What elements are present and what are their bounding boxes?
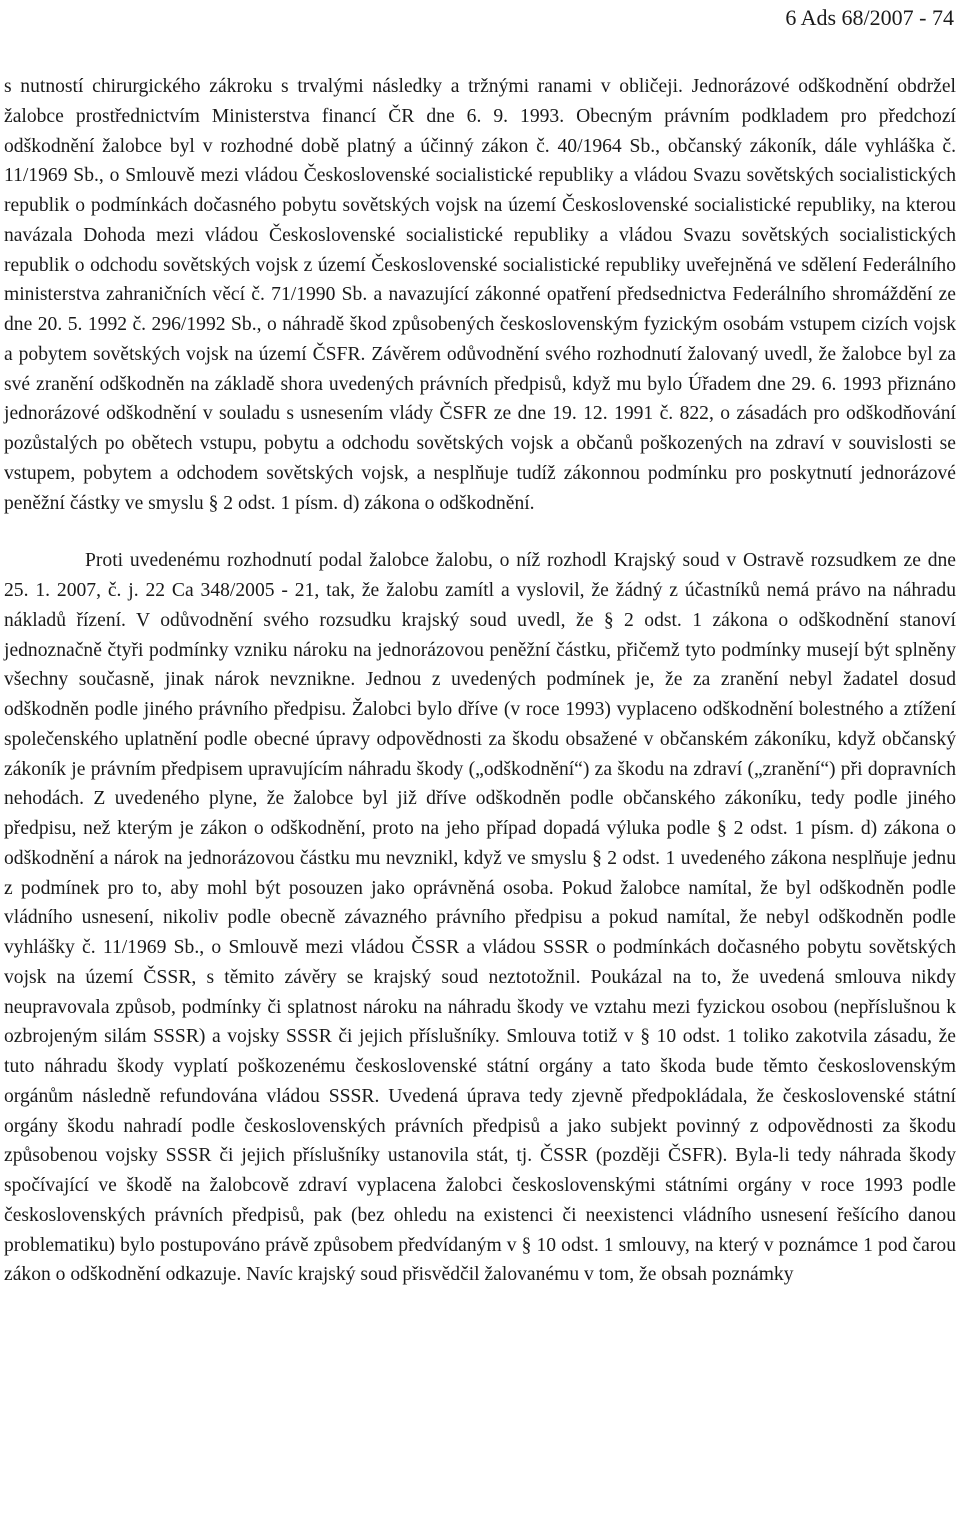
paragraph-continuation: s nutností chirurgického zákroku s trvalými následky a tržnými ranami v obličeji. Jednorázové odškodnění obdržel žalobce prostřednictvím Ministerstva financí ČR dne 6. 9. 1993. Obecným právním podkladem pro předchozí odškodnění žalobce byl v rozhodné době platný a účinný zákon č. 40/1964 Sb., občanský zákoník, dále vyhláška č. 11/1969 Sb., o Smlouvě mezi vládou Československé socialistické republiky a vládou Svazu sovětských socialistických republik o podmínkách dočasného pobytu sovětských vojsk na území Československé socialistické republiky, na kterou navázala Dohoda mezi vládou Československé socialistické republiky a vládou Svazu sovětských socialistických republik o odchodu sovětských vojsk z území Československé socialistické republiky uveřejněná ve sdělení Federálního ministerstva zahraničních věcí č. 71/1990 Sb. a navazující zákonné opatření předsednictva Federálního shromáždění ze dne 20. 5. 1992 č. 296/1992 Sb., o náhradě škod způsobených československým fyzickým osobám vstupem cizích vojsk a pobytem sovětských vojsk na území ČSFR. Závěrem odůvodnění svého rozhodnutí žalovaný uvedl, že žalobce byl za své zranění odškodněn na základě shora uvedených právních předpisů, když mu bylo Úřadem dne 29. 6. 1993 přiznáno jednorázové odškodnění v souladu s usnesením vlády ČSFR ze dne 19. 12. 1991 č. 822, o zásadách pro odškodňování pozůstalých po obětech vstupu, pobytu a odchodu sovětských vojsk a občanů poškozených na zdraví v souvislosti se vstupem, pobytem a odchodem sovětských vojsk, a nesplňuje tudíž zákonnou podmínku pro poskytnutí jednorázové peněžní částky ve smyslu § 2 odst. 1 písm. d) zákona o odškodnění. (4, 76, 956, 514)
paragraph-lawsuit: Proti uvedenému rozhodnutí podal žalobce žalobu, o níž rozhodl Krajský soud v Ostravě rozsudkem ze dne 25. 1. 2007, č. j. 22 Ca 348/2005 - 21, tak, že žalobu zamítl a vyslovil, že žádný z účastníků nemá právo na náhradu nákladů řízení. V odůvodnění svého rozsudku krajský soud uvedl, že § 2 odst. 1 zákona o odškodnění stanoví jednoznačně čtyři podmínky vzniku nároku na jednorázovou peněžní částku, přičemž tyto podmínky musejí být splněny všechny současně, jinak nárok nevznikne. Jednou z uvedených podmínek je, že za zranění nebyl žadatel dosud odškodněn podle jiného právního předpisu. Žalobci bylo dříve (v roce 1993) vyplaceno odškodnění bolestného a ztížení společenského uplatnění podle obecné úpravy odpovědnosti za škodu obsažené v občanském zákoníku, když občanský zákoník je právním předpisem upravujícím náhradu škody („odškodnění“) za škodu na zdraví („zranění“) při dopravních nehodách. Z uvedeného plyne, že žalobce byl již dříve odškodněn podle občanského zákoníku, tedy podle jiného předpisu, než kterým je zákon o odškodnění, proto na jeho případ dopadá výluka podle § 2 odst. 1 písm. d) zákona o odškodnění a nárok na jednorázovou částku mu nevznikl, když ve smyslu § 2 odst. 1 uvedeného zákona nesplňuje jednu z podmínek pro to, aby mohl být posouzen jako oprávněná osoba. Pokud žalobce namítal, že byl odškodněn podle vládního usnesení, nikoliv podle obecně závazného právního předpisu a pokud namítal, že nebyl odškodněn podle vyhlášky č. 11/1969 Sb., o Smlouvě mezi vládou ČSSR a vládou SSSR o podmínkách dočasného pobytu sovětských vojsk na území ČSSR, s těmito závěry se krajský soud neztotožnil. Poukázal na to, že uvedená smlouva nikdy neupravovala způsob, podmínky či splatnost nároku na náhradu škody ve vztahu mezi fyzickou osobou (nepříslušnou k ozbrojeným silám SSSR) a vojsky SSSR či jejich příslušníky. Smlouva totiž v § 10 odst. 1 toliko zakotvila zásadu, že tuto náhradu škody vyplatí poškozenému československé státní orgány a tato škoda bude těmto československým orgánům následně refundována vládou SSSR. Uvedená úprava tedy zjevně předpokládala, že československé státní orgány škodu nahradí podle československých právních předpisů a jako subjekt povinný z odpovědnosti za škodu způsobenou vojsky SSSR či jejich příslušníky ustanovila stát, tj. ČSSR (později ČSFR). Byla-li tedy náhrada škody spočívající ve škodě na žalobcově zdraví vyplacena žalobci československými státními orgány v roce 1993 podle československých právních předpisů, pak (bez ohledu na existenci či neexistenci vládního usnesení řešícího danou problematiku) bylo postupováno právě způsobem předvídaným v § 10 odst. 1 smlouvy, na který v poznámce 1 pod čarou zákon o odškodnění odkazuje. Navíc krajský soud přisvědčil žalovanému v tom, že obsah poznámky (4, 550, 956, 1286)
document-body (4, 72, 956, 1290)
page-header-case-number: 6 Ads 68/2007 - 74 (785, 5, 954, 30)
